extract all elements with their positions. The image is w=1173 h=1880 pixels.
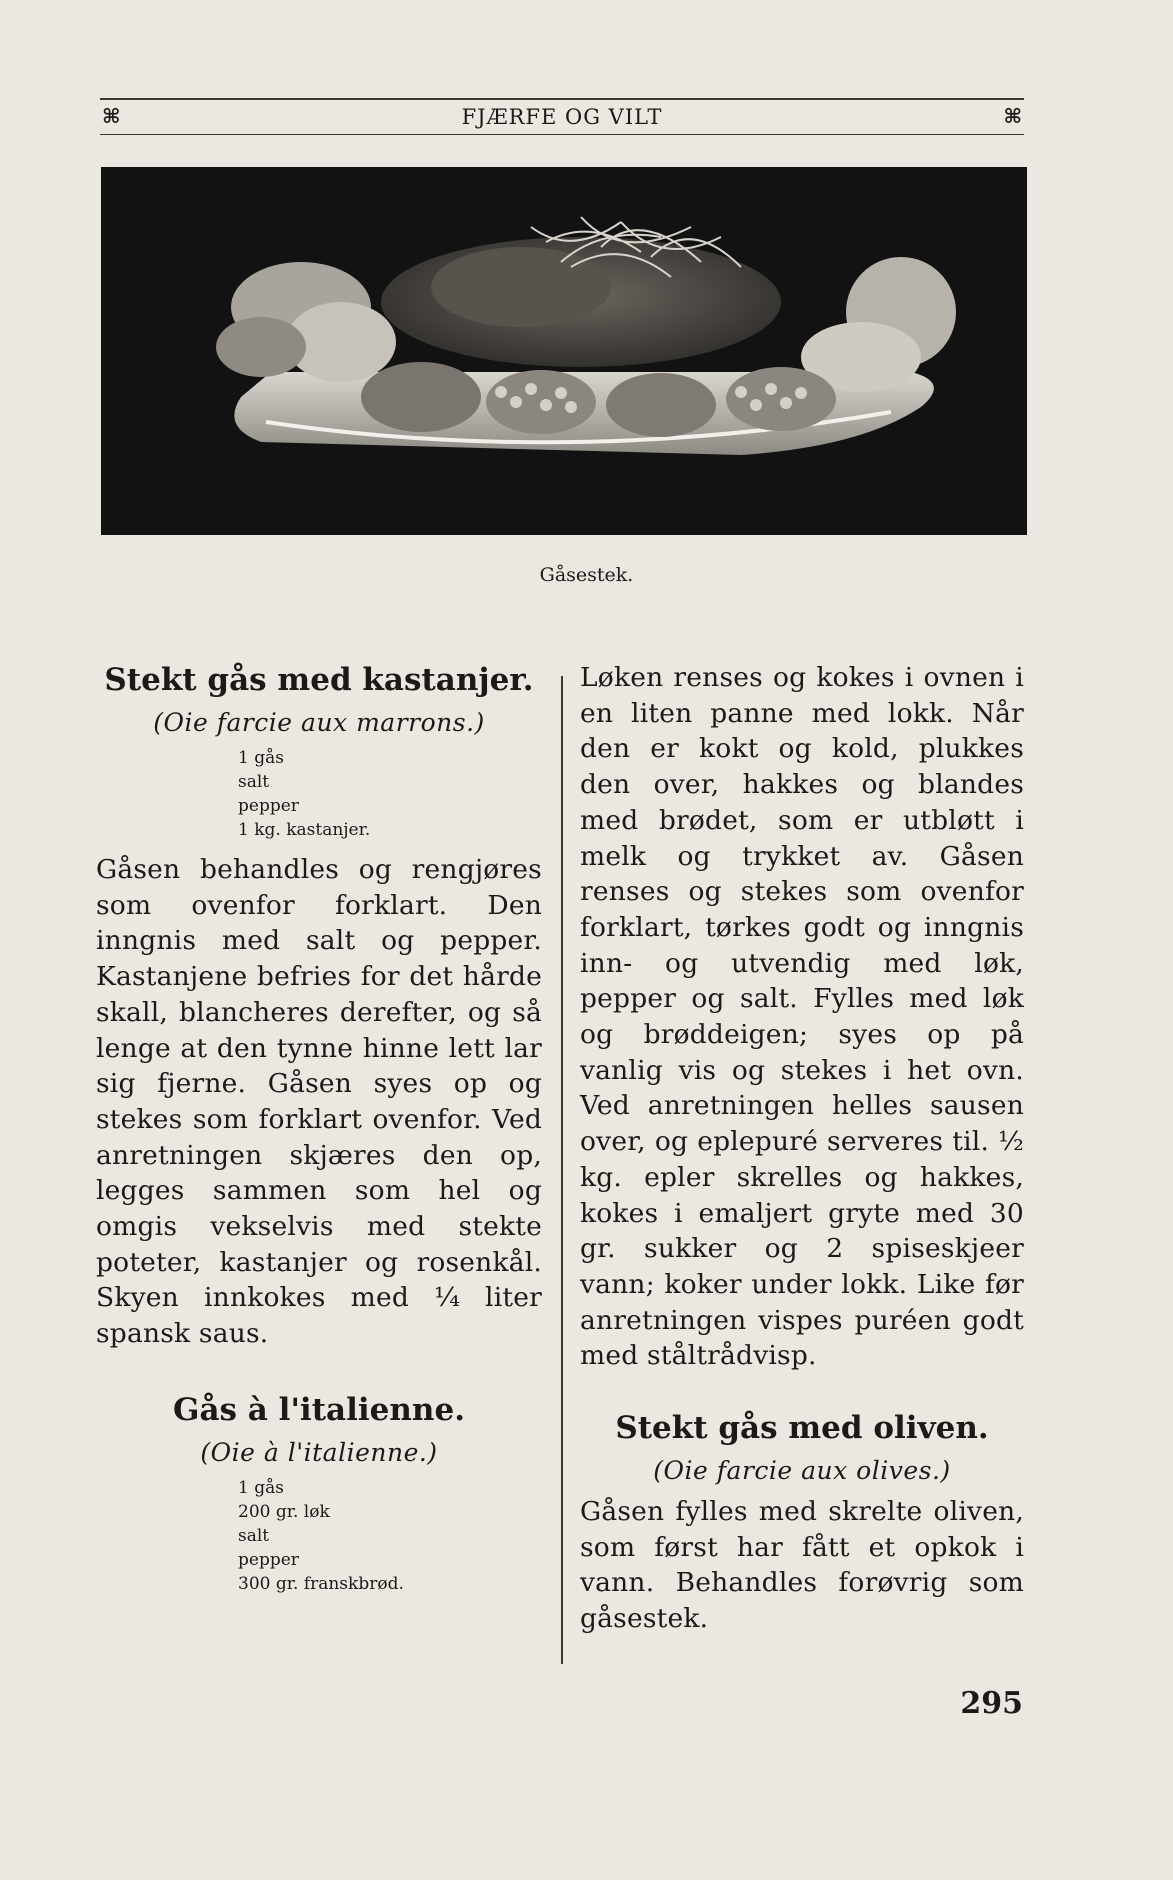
ingredient-item: 1 gås <box>238 1477 284 1498</box>
ingredient-list <box>238 1476 542 1596</box>
running-header <box>100 98 1024 135</box>
photo-caption: Gåsestek. <box>539 564 634 586</box>
recipe-title: Stekt gås med kastanjer. <box>104 662 534 698</box>
goose-photograph <box>101 167 1027 535</box>
right-column <box>580 660 1024 1637</box>
page-number: 295 <box>960 1686 1023 1721</box>
recipe-subtitle: (Oie farcie aux olives.) <box>653 1456 951 1486</box>
recipe-subtitle: (Oie à l'italienne.) <box>200 1437 438 1467</box>
ornament-icon: ⌘ <box>1003 104 1022 128</box>
ingredient-item: 300 gr. franskbrød. <box>238 1573 404 1594</box>
running-title: FJÆRFE OG VILT <box>461 105 663 129</box>
ingredient-item: pepper <box>238 796 299 816</box>
ingredient-item: salt <box>238 1525 270 1546</box>
recipe-body: Løken renses og kokes i ovnen i en liten panne med lokk. Når den er kokt og kold, plukkes den over, hakkes og blandes med brødet, som er utbløtt i melk og trykket av. Gåsen renses og stekes som ovenfor forklart, tørkes godt og inngnis inn- og utvendig med løk, pepper og salt. Fylles med løk og brøddeigen; syes op på vanlig vis og stekes i het ovn. Ved anretningen helles sausen over, og eplepuré serveres til. ½ kg. epler skrelles og hakkes, kokes i emaljert gryte med 30 gr. sukker og 2 spiseskjeer vann; koker under lokk. Like før anretningen vispes puréen godt med ståltrådvisp. <box>580 662 1024 1372</box>
ornament-icon: ⌘ <box>102 104 121 128</box>
recipe-body: Gåsen fylles med skrelte oliven, som først har fått et opkok i vann. Behandles forøvrig som gåsestek. <box>580 1496 1024 1635</box>
left-column <box>96 660 542 1606</box>
recipe-subtitle: (Oie farcie aux marrons.) <box>153 708 485 737</box>
recipe-body: Gåsen behandles og rengjøres som ovenfor forklart. Den inngnis med salt og pepper. Kastanjene befries for det hårde skall, blancheres derefter, og så lenge at den tynne hinne lett lar sig fjerne. Gåsen syes op og stekes som forklart ovenfor. Ved anretningen skjæres den op, legges sammen som hel og omgis vekselvis med stekte poteter, kastanjer og rosenkål. Skyen innkokes med ¼ liter spansk saus. <box>96 854 542 1350</box>
recipe-title: Stekt gås med oliven. <box>615 1410 989 1447</box>
ingredient-item: 1 gås <box>238 748 284 768</box>
recipe-title: Gås à l'italienne. <box>172 1391 465 1428</box>
column-divider <box>561 676 563 1664</box>
ingredient-list <box>238 746 542 842</box>
ingredient-item: 200 gr. løk <box>238 1501 330 1522</box>
ingredient-item: pepper <box>238 1549 299 1570</box>
ingredient-item: 1 kg. kastanjer. <box>238 820 371 840</box>
ingredient-item: salt <box>238 772 270 792</box>
